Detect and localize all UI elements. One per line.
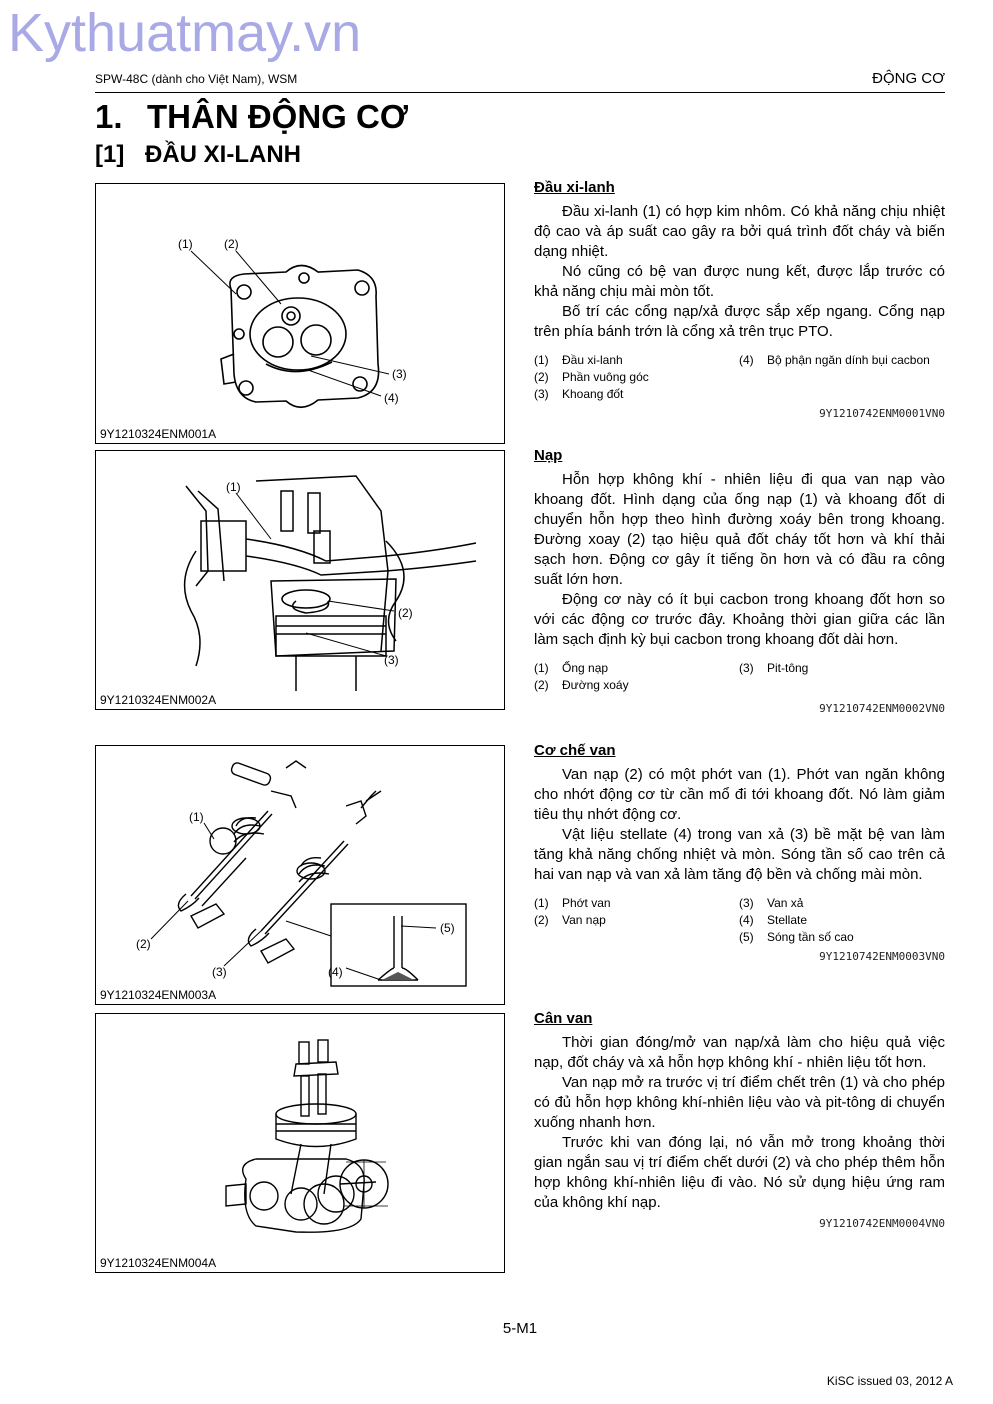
legend-text: Sóng tần số cao bbox=[767, 930, 854, 944]
fig2-label-3: (3) bbox=[384, 653, 399, 667]
paragraph: Đầu xi-lanh (1) có hợp kim nhôm. Có khả năng chịu nhiệt độ cao và áp suất cao gây ra bởi quá trình đốt cháy và biến dạng nhiệt. bbox=[534, 203, 945, 260]
legend-text: Bộ phận ngăn dính bụi cacbon bbox=[767, 353, 930, 367]
section-intake bbox=[534, 447, 945, 715]
fig1-label-1: (1) bbox=[178, 237, 193, 251]
fig3-label-2: (2) bbox=[136, 937, 151, 951]
reference-code: 9Y1210742ENM0003VN0 bbox=[819, 950, 945, 963]
legend-item bbox=[739, 895, 944, 912]
legend-item bbox=[534, 929, 739, 946]
legend-item bbox=[534, 352, 739, 369]
legend-item bbox=[739, 660, 944, 677]
paragraph: Trước khi van đóng lại, nó vẫn mở trong khoảng thời gian ngắn sau vị trí điểm chết dưới (2) và cho phép thêm hỗn hợp không khí-nhiên liệu đi vào. Nó sử dụng hiệu ứng ram của không khí nạp. bbox=[534, 1134, 945, 1211]
figure-code: 9Y1210324ENM004A bbox=[100, 1256, 217, 1270]
legend-number: (1) bbox=[534, 353, 549, 367]
figure-cylinder-head bbox=[95, 183, 505, 444]
legend-item bbox=[739, 912, 944, 929]
legend-item bbox=[534, 895, 739, 912]
fig3-label-3: (3) bbox=[212, 965, 227, 979]
section-heading bbox=[95, 141, 301, 169]
legend bbox=[534, 895, 945, 946]
page-title bbox=[95, 98, 408, 136]
legend-number: (1) bbox=[534, 896, 549, 910]
paragraph: Nó cũng có bệ van được nung kết, được lắp trước có khả năng chịu mài mòn tốt. bbox=[534, 263, 945, 300]
section-valve-mechanism bbox=[534, 742, 945, 963]
legend-number bbox=[534, 929, 562, 946]
legend-number: (2) bbox=[534, 678, 549, 692]
legend-number: (2) bbox=[534, 370, 549, 384]
legend-item bbox=[534, 677, 739, 694]
legend-item bbox=[534, 660, 739, 677]
cylinder-head-drawing bbox=[96, 184, 506, 445]
section-heading-number: [1] bbox=[95, 141, 125, 168]
header-section: ĐỘNG CƠ bbox=[872, 70, 945, 87]
fig3-label-4: (4) bbox=[328, 965, 343, 979]
paragraph: Bố trí các cổng nạp/xả được sắp xếp ngang. Cổng nạp trên phía bánh trớn là cổng xả trên trục PTO. bbox=[534, 303, 945, 340]
legend-item bbox=[739, 352, 944, 369]
figure-code: 9Y1210324ENM001A bbox=[100, 427, 217, 441]
fig2-label-1: (1) bbox=[226, 480, 241, 494]
valve-timing-drawing bbox=[96, 1014, 506, 1274]
legend bbox=[534, 660, 945, 694]
figure-valve-mechanism bbox=[95, 745, 505, 1005]
paragraph: Thời gian đóng/mở van nạp/xả làm cho hiệu quả việc nạp, đốt cháy và xả hỗn hợp không khí - nhiên liệu tốt hơn. bbox=[534, 1034, 945, 1071]
fig1-label-3: (3) bbox=[392, 367, 407, 381]
fig3-label-5: (5) bbox=[440, 921, 455, 935]
legend-text: Khoang đốt bbox=[562, 387, 624, 401]
page-title-number: 1. bbox=[95, 98, 123, 135]
reference-code: 9Y1210742ENM0001VN0 bbox=[819, 407, 945, 420]
figure-code: 9Y1210324ENM002A bbox=[100, 693, 217, 707]
section-valve-timing bbox=[534, 1010, 945, 1230]
section-cylinder-head bbox=[534, 179, 945, 420]
fig3-label-1: (1) bbox=[189, 810, 204, 824]
reference-code: 9Y1210742ENM0004VN0 bbox=[819, 1217, 945, 1230]
legend-text: Ống nạp bbox=[562, 661, 609, 675]
legend bbox=[534, 352, 945, 403]
legend-text: Van xả bbox=[767, 896, 804, 910]
legend-number bbox=[739, 369, 767, 386]
page-number: 5-M1 bbox=[502, 1320, 538, 1337]
section-title: Nạp bbox=[534, 447, 563, 464]
section-title: Đầu xi-lanh bbox=[534, 179, 615, 196]
page-title-text: THÂN ĐỘNG CƠ bbox=[147, 98, 408, 135]
paragraph: Van nạp mở ra trước vị trí điểm chết trên (1) và cho phép có đủ hỗn hợp không khí-nhiên liệu vào và pit-tông di chuyển xuống nhanh hơn. bbox=[534, 1074, 945, 1131]
legend-item bbox=[534, 912, 739, 929]
paragraph: Hỗn hợp không khí - nhiên liệu đi qua van nạp vào khoang đốt. Hình dạng của ống nạp (1) và khoang đốt di chuyển hỗn hợp theo hình đường xoáy bên trong khoang. Đường xoay (2) tạo hiệu quả đốt cháy tốt hơn và khí thải sạch hơn. Động cơ gây ít tiếng ồn hơn và có đầu ra công suất lớn hơn. bbox=[534, 471, 945, 588]
intake-drawing bbox=[96, 451, 506, 711]
figure-intake bbox=[95, 450, 505, 710]
legend-number: (3) bbox=[739, 661, 754, 675]
legend-number: (2) bbox=[534, 913, 549, 927]
reference-code: 9Y1210742ENM0002VN0 bbox=[819, 702, 945, 715]
valve-mechanism-drawing bbox=[96, 746, 506, 1006]
paragraph: Vật liệu stellate (4) trong van xả (3) bề mặt bệ van làm tăng khả năng chống nhiệt và mòn. Sóng tần số cao trên cả hai van nạp và van xả làm tăng độ bền và chống mài mòn. bbox=[534, 826, 945, 883]
figure-code: 9Y1210324ENM003A bbox=[100, 988, 217, 1002]
legend-item bbox=[739, 929, 944, 946]
legend-text: Van nạp bbox=[562, 913, 606, 927]
header-rule bbox=[95, 92, 945, 93]
paragraph: Động cơ này có ít bụi cacbon trong khoang đốt hơn so với các động cơ trước đây. Khoảng thời gian giữa các lần làm sạch định kỳ bụi cacbon trong khoang đốt dài hơn. bbox=[534, 591, 945, 648]
legend-text: Đầu xi-lanh bbox=[562, 353, 623, 367]
issue-note: KiSC issued 03, 2012 A bbox=[826, 1374, 953, 1388]
legend-text: Phớt van bbox=[562, 896, 611, 910]
fig2-label-2: (2) bbox=[398, 606, 413, 620]
fig1-label-4: (4) bbox=[384, 391, 399, 405]
legend-number: (5) bbox=[739, 930, 754, 944]
section-title: Cân van bbox=[534, 1010, 593, 1027]
figure-valve-timing bbox=[95, 1013, 505, 1273]
legend-number: (3) bbox=[534, 387, 549, 401]
legend-text: Pit-tông bbox=[767, 661, 809, 675]
section-heading-text: ĐẦU XI-LANH bbox=[145, 141, 301, 168]
legend-text: Đường xoáy bbox=[562, 678, 629, 692]
watermark-logo: Kythuatmay.vn bbox=[8, 3, 362, 63]
legend-text: Stellate bbox=[767, 913, 808, 927]
header-model: SPW-48C (dành cho Việt Nam), WSM bbox=[95, 72, 298, 86]
legend-item bbox=[739, 369, 944, 386]
legend-number: (4) bbox=[739, 913, 754, 927]
legend-text: Phần vuông góc bbox=[562, 370, 649, 384]
section-title: Cơ chế van bbox=[534, 742, 616, 759]
legend-number: (4) bbox=[739, 353, 754, 367]
fig1-label-2: (2) bbox=[224, 237, 239, 251]
legend-number: (3) bbox=[739, 896, 754, 910]
legend-item bbox=[534, 369, 739, 386]
paragraph: Van nạp (2) có một phớt van (1). Phớt van ngăn không cho nhớt động cơ từ cần mổ đi tới khoang đốt. Nó làm giảm tiêu thụ nhớt động cơ. bbox=[534, 766, 945, 823]
legend-number: (1) bbox=[534, 661, 549, 675]
legend-item bbox=[534, 386, 739, 403]
